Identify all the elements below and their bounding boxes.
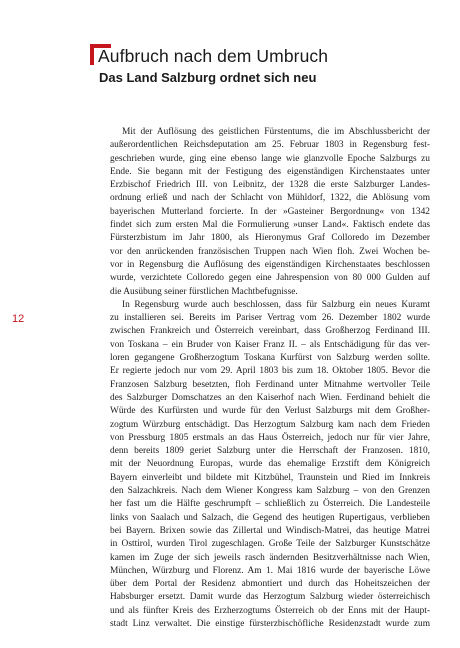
- text-line: vor den anrückenden französischen Truppen nach Wien floh. Zwei Wochen be-: [110, 246, 430, 257]
- text-line: Franzosen Salzburg besetzten, floh Ferdinand unter Mitnahme wertvoller Teile: [110, 379, 430, 390]
- text-line: Mit der Auflösung des geistlichen Fürstentums, die im Abschlussbericht der: [122, 127, 430, 137]
- text-line: München, Würzburg und Florenz. Am 1. Mai 1816 wurde der bayerische Löwe: [110, 565, 430, 576]
- text-line: in Osttirol, wurden Tirol zugeschlagen. Große Teile der Salzburger Kunstschätze: [110, 539, 430, 550]
- text-line: von Pressburg 1805 erstmals an das Haus Österreich, jedoch nur für vier Jahre,: [110, 432, 430, 443]
- text-line: über dem Portal der Residenz abmontiert und durch das Hoheitszeichen der: [110, 579, 430, 590]
- chapter-subtitle: Das Land Salzburg ordnet sich neu: [99, 70, 317, 85]
- text-line: Würde des Kurfürsten und wurde für den Verlust Salzburgs mit dem Großher-: [110, 406, 430, 417]
- text-line: die Ausübung seiner fürstlichen Machtbefugnisse.: [110, 286, 298, 297]
- text-line: denn bereits 1809 geriet Salzburg unter die Herrschaft der Franzosen. 1810,: [110, 446, 430, 457]
- text-line: Bayern einverleibt und bildete mit Kitzbühel, Traunstein und Ried im Innkreis: [110, 472, 430, 483]
- text-line: den Salzachkreis. Nach dem Wiener Kongress kam Salzburg – von den Grenzen: [110, 486, 430, 497]
- text-line: zogtum Würzburg entschädigt. Das Herzogtum Salzburg kam nach dem Frieden: [110, 419, 430, 430]
- text-line: vor in Regensburg die Auflösung des eigenständigen Kirchenstaates beschlossen: [110, 259, 430, 270]
- text-line: mit der Neuordnung Europas, wurde das ehemalige Erzstift dem Königreich: [110, 459, 430, 470]
- text-line: bei Bayern. Brixen sowie das Zillertal und Windisch-Matrei, das heutige Matrei: [110, 525, 430, 536]
- text-line: Habsburger ersetzt. Damit wurde das Herzogtum Salzburg wieder österreichisch: [110, 592, 430, 603]
- text-line: In Regensburg wurde auch beschlossen, dass für Salzburg ein neues Kuramt: [122, 299, 430, 310]
- body-text: [110, 126, 430, 631]
- text-line: ordnung erließ und nach der Schlacht von Mühldorf, 1322, die Ablösung vom: [110, 193, 430, 204]
- text-line: und als fünfter Kreis des Erzherzogtums Österreich ob der Enns mit der Haupt-: [110, 605, 430, 616]
- text-line: Er regierte jedoch nur vom 29. April 1803 bis zum 18. Oktober 1805. Bevor die: [110, 366, 430, 377]
- text-line: zwischen Frankreich und Österreich vereinbart, dass Großherzog Ferdinand III.: [110, 326, 430, 337]
- text-line: her fast um die Hälfte geschrumpft – schließlich zu Österreich. Die Landesteile: [110, 499, 430, 510]
- text-line: Erzbischof Friedrich III. von Leibnitz, der 1328 die erste Salzburger Landes-: [110, 180, 430, 191]
- chapter-title: Aufbruch nach dem Umbruch: [98, 46, 329, 66]
- text-line: zu installieren sei. Bereits im Pariser Vertrag vom 26. Dezember 1802 wurde: [110, 313, 430, 324]
- text-line: Fürsterzbistum im Jahr 1800, als Hieronymus Graf Colloredo im Dezember: [110, 233, 430, 244]
- text-line: bayerischen Mutterland forcierte. In der »Gasteiner Bergordnung« von 1342: [110, 206, 430, 217]
- text-line: loren gegangene Großherzogtum Toskana Kurfürst von Salzburg werden sollte.: [110, 353, 430, 364]
- text-line: außerordentlichen Reichsdeputation am 25. Februar 1803 in Regensburg fest-: [110, 140, 430, 151]
- text-line: geschrieben wurde, ging eine ebenso lange wie glanzvolle Epoche Salzburgs zu: [110, 153, 430, 164]
- text-line: des Salzburger Domschatzes an den Kaiserhof nach Wien. Ferdinand behielt die: [110, 392, 430, 403]
- page-number: 12: [12, 313, 25, 325]
- text-line: stadt Linz verwaltet. Die einstige fürsterzbischöfliche Residenzstadt wurde zum: [110, 618, 430, 629]
- text-line: kamen im Zuge der sich jeweils rasch ändernden Besitzverhältnisse nach Wien,: [110, 552, 430, 563]
- text-line: wurde, verzichtete Colloredo gegen eine Jahrespension von 80 000 Gulden auf: [110, 273, 430, 284]
- corner-bar-vertical: [90, 44, 94, 65]
- text-line: von Toskana – ein Bruder von Kaiser Franz II. – als Entschädigung für das ver-: [110, 339, 430, 350]
- text-line: Ende. Sie begann mit der Festigung des eigenständigen Kirchenstaates unter: [110, 166, 430, 177]
- text-line: findet sich zum ersten Mal die Formulierung »unser Land«. Faktisch endete das: [110, 220, 430, 231]
- text-line: links von Saalach und Salzach, die Gegend des heutigen Rupertigaus, verblieben: [110, 512, 430, 523]
